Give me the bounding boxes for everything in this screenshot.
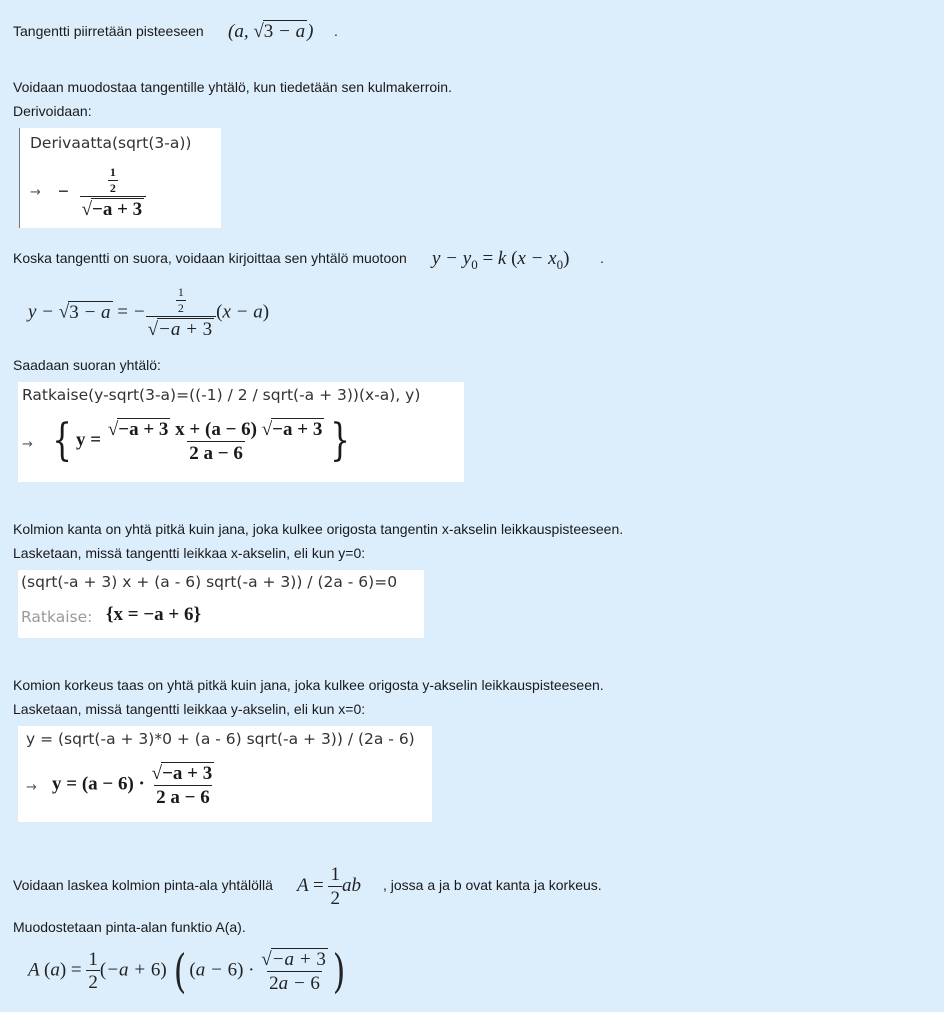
result-arrow-icon: → bbox=[30, 185, 41, 200]
period: . bbox=[334, 23, 338, 39]
tangent-intro-text: Voidaan muodostaa tangentille yhtälö, kun tiedetään sen kulmakerroin. bbox=[13, 79, 452, 95]
intro-text: Tangentti piirretään pisteeseen bbox=[13, 23, 204, 39]
cas-cell-solve-line[interactable] bbox=[18, 382, 464, 482]
area-formula-after: , jossa a ja b ovat kanta ja korkeus. bbox=[383, 877, 602, 893]
solve-label: Ratkaise: bbox=[21, 608, 93, 626]
line-form-text: Koska tangentti on suora, voidaan kirjoittaa sen yhtälö muotoon bbox=[13, 250, 407, 266]
base-text: Kolmion kanta on yhtä pitkä kuin jana, joka kulkee origosta tangentin x-akselin leikkauspisteeseen. bbox=[13, 521, 624, 537]
cas-output: − $\frac{\frac{1}{2}}{√-a + 3}$ bbox=[58, 166, 146, 220]
point-formula: (a, √3 − a ) bbox=[228, 21, 314, 42]
cas-output: {x = −a + 6} bbox=[106, 604, 201, 625]
cas-cell-x-intercept[interactable] bbox=[18, 570, 424, 638]
cas-input[interactable]: y = (sqrt(-a + 3)*0 + (a - 6) sqrt(-a + 3)) / (2a - 6) bbox=[26, 730, 415, 748]
cas-output: { y = $\frac{√-a + 3 x + (a - 6) √-a + 3}{2 a - 6}$ } bbox=[52, 415, 351, 467]
height-text: Komion korkeus taas on yhtä pitkä kuin jana, joka kulkee origosta y-akselin leikkauspisteeseen. bbox=[13, 677, 604, 693]
derive-label: Derivoidaan: bbox=[13, 103, 92, 119]
x-intercept-text: Lasketaan, missä tangentti leikkaa x-akselin, eli kun y=0: bbox=[13, 545, 366, 561]
result-arrow-icon: → bbox=[26, 780, 37, 795]
area-formula-text: Voidaan laskea kolmion pinta-ala yhtälöllä bbox=[13, 877, 273, 893]
cas-cell-y-intercept[interactable] bbox=[18, 726, 432, 822]
cas-input[interactable]: Ratkaise(y-sqrt(3-a)=((-1) / 2 / sqrt(-a + 3))(x-a), y) bbox=[22, 386, 421, 404]
area-formula: A = $\frac{1}{2}$ ab bbox=[297, 864, 361, 909]
result-arrow-icon: → bbox=[22, 437, 33, 452]
cas-input[interactable]: (sqrt(-a + 3) x + (a - 6) sqrt(-a + 3)) / (2a - 6)=0 bbox=[21, 573, 398, 591]
line-equation-label: Saadaan suoran yhtälö: bbox=[13, 357, 161, 373]
y-intercept-text: Lasketaan, missä tangentti leikkaa y-akselin, eli kun x=0: bbox=[13, 701, 366, 717]
tangent-equation: y − √3 − a = − $\frac{\frac{1}{2}}{√-a + 3}$ (x − a) bbox=[28, 285, 270, 340]
period-2: . bbox=[600, 250, 604, 266]
area-function-text: Muodostetaan pinta-alan funktio A(a). bbox=[13, 919, 246, 935]
cas-output: y = (a − 6) · $\frac{√-a + 3}{2 a - 6}$ bbox=[52, 763, 213, 808]
cas-input[interactable]: Derivaatta(sqrt(3-a)) bbox=[30, 134, 192, 152]
area-function-formula: A (a) = $\frac{1}{2}$ (−a + 6) ( (a − 6) · $\frac{√-a + 3}{2a - 6}$ ) bbox=[28, 944, 346, 999]
cas-cell-derivative[interactable] bbox=[19, 128, 221, 228]
line-form-formula: $y - y_0 = k$ $(x - x_0)$ bbox=[432, 248, 570, 272]
